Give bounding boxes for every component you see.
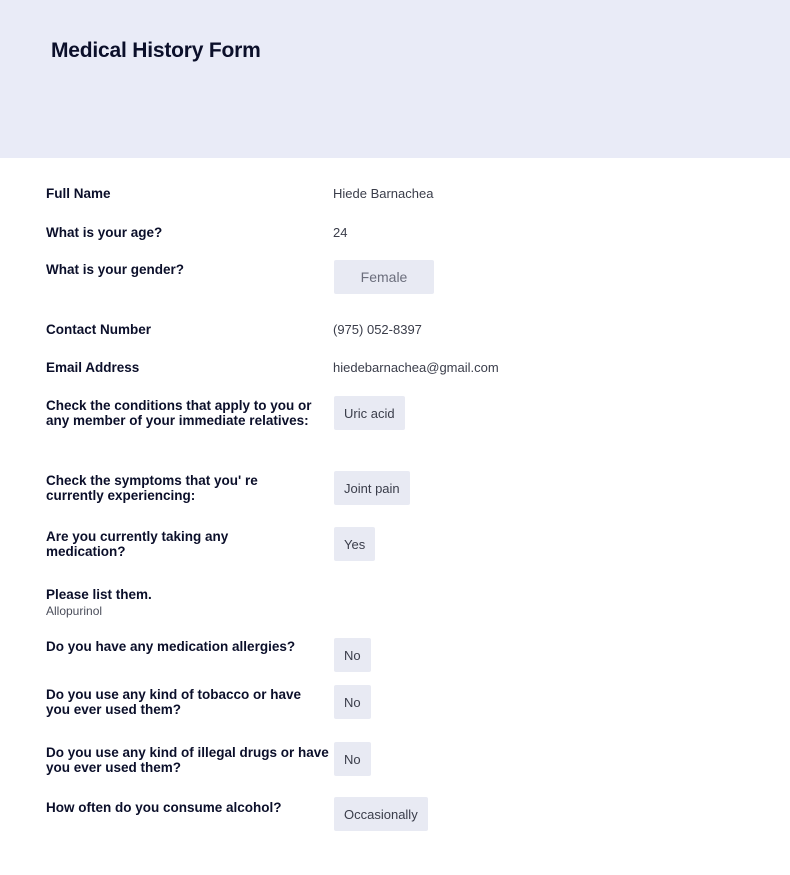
contact-value: (975) 052-8397 (333, 322, 422, 337)
age-label: What is your age? (46, 225, 163, 240)
form-header (0, 0, 790, 158)
allergies-label: Do you have any medication allergies? (46, 639, 296, 654)
med-list-label: Please list them. (46, 587, 152, 602)
age-value: 24 (333, 225, 348, 240)
email-value: hiedebarnachea@gmail.com (333, 360, 499, 375)
symptoms-label: Check the symptoms that you' re currently experiencing: (46, 473, 258, 503)
med-list-value: Allopurinol (46, 604, 103, 618)
symptoms-chip: Joint pain (334, 471, 410, 505)
tobacco-label: Do you use any kind of tobacco or have you ever used them? (46, 687, 302, 717)
form-title: Medical History Form (51, 39, 261, 62)
alcohol-chip: Occasionally (334, 797, 428, 831)
full-name-label: Full Name (46, 186, 111, 201)
contact-label: Contact Number (46, 322, 152, 337)
medication-chip: Yes (334, 527, 375, 561)
medication-label: Are you currently taking any medication? (46, 529, 229, 559)
tobacco-chip: No (334, 685, 371, 719)
conditions-label: Check the conditions that apply to you or any member of your immediate relatives: (46, 398, 312, 428)
gender-label: What is your gender? (46, 262, 185, 277)
gender-chip: Female (334, 260, 434, 294)
alcohol-label: How often do you consume alcohol? (46, 800, 282, 815)
drugs-label: Do you use any kind of illegal drugs or have you ever used them? (46, 745, 329, 775)
conditions-chip: Uric acid (334, 396, 405, 430)
drugs-chip: No (334, 742, 371, 776)
email-label: Email Address (46, 360, 140, 375)
full-name-value: Hiede Barnachea (333, 186, 434, 201)
allergies-chip: No (334, 638, 371, 672)
